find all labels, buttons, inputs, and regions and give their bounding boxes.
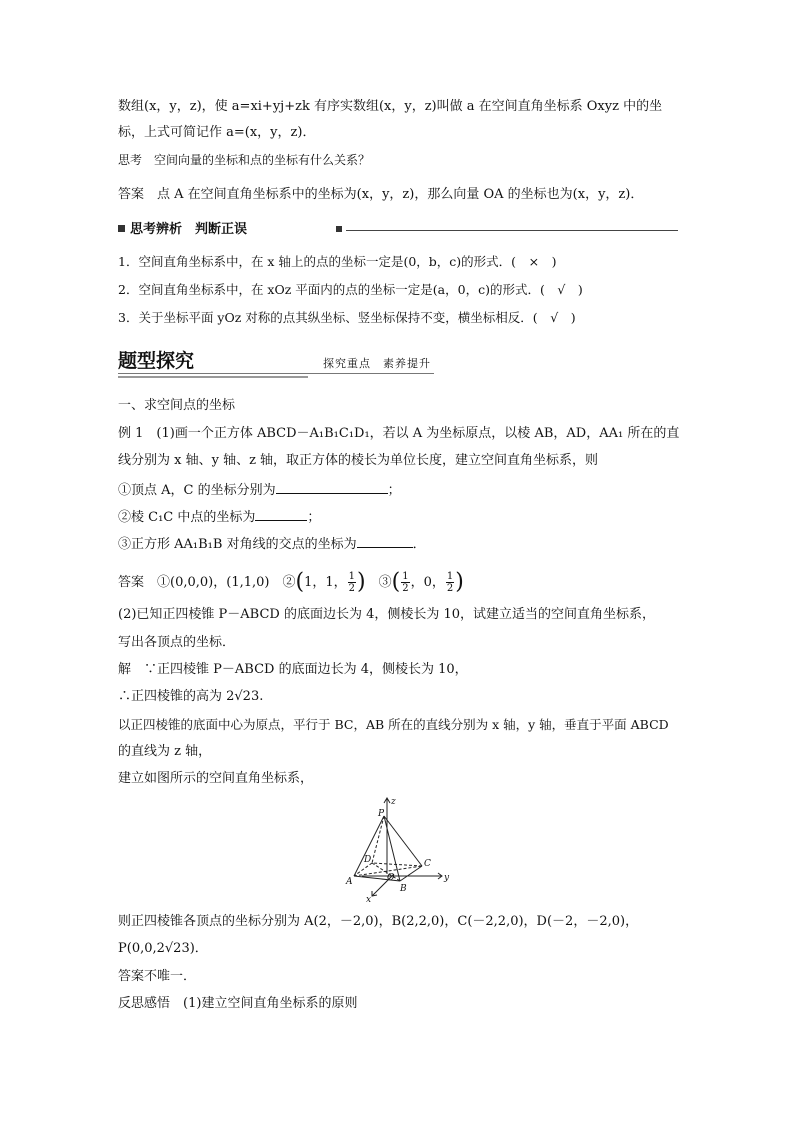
- section-bar: [118, 220, 678, 240]
- question-2: ②棱 C₁C 中点的坐标为 ；: [118, 506, 320, 528]
- example-answer: 答案 ①(0,0,0)，(1,1,0) ②(1，1， $\frac{1}{2}$ ) ③( $\frac{1}{2}$ ，0， $\frac{1}{2}$ ): [118, 569, 464, 595]
- section-heading: [118, 343, 434, 379]
- answer-blank: [276, 479, 388, 494]
- result-line-1: 则正四棱锥各顶点的坐标分别为 A(2，－2,0)，B(2,2,0)，C(－2,2,0)，D(－2，－2,0)，: [118, 914, 639, 929]
- think-label: 思考: [118, 153, 143, 167]
- pyramid-figure: [342, 796, 452, 904]
- example-line-2: 线分别为 x 轴、y 轴、z 轴，取正方体的棱长为单位长度，建立空间直角坐标系，则: [118, 453, 599, 468]
- example-line-1: 例 1 (1)画一个正方体 ABCD－A₁B₁C₁D₁，若以 A 为坐标原点，以棱 AB，AD，AA₁ 所在的直: [118, 426, 680, 441]
- think-text: 空间向量的坐标和点的坐标有什么关系？: [154, 153, 371, 167]
- section-rule-marker: [336, 226, 342, 232]
- intro-answer-label: 答案: [118, 187, 145, 202]
- section-rule: [346, 230, 678, 231]
- judge-mark: √: [557, 282, 566, 297]
- label-d: D: [364, 855, 372, 865]
- label-y: y: [444, 873, 450, 883]
- answer-blank: [255, 506, 307, 521]
- section-title: 思考辨析 判断正误: [130, 222, 248, 237]
- heading-subtitle: 探究重点 素养提升: [323, 357, 431, 370]
- label-a: A: [346, 877, 353, 887]
- heading-rule: [118, 373, 434, 374]
- judge-item: 1．空间直角坐标系中，在 x 轴上的点的坐标一定是(0，b，c)的形式．( × ): [118, 254, 557, 269]
- judge-mark: ×: [528, 254, 540, 269]
- base-bc: [400, 866, 422, 881]
- answer-blank: [357, 533, 413, 548]
- section-bullet: [118, 225, 125, 232]
- result-line-3: 答案不唯一．: [118, 969, 197, 984]
- question-1: ①顶点 A，C 的坐标分别为 ；: [118, 479, 401, 501]
- judge-mark: √: [550, 310, 559, 325]
- intro-answer-text: 点 A 在空间直角坐标系中的坐标为(x，y，z)，那么向量 OA 的坐标也为(x，y，z)．: [157, 187, 644, 202]
- heading-title: 题型探究: [118, 350, 195, 372]
- judge-item: 3．关于坐标平面 yOz 对称的点其纵坐标、竖坐标保持不变，横坐标相反．( √ ): [118, 310, 576, 325]
- label-z: z: [391, 797, 396, 807]
- fraction: $\frac{1}{2}$: [348, 571, 355, 594]
- label-b: B: [400, 884, 407, 894]
- think-line: [118, 150, 370, 170]
- fraction: $\frac{1}{2}$: [402, 571, 409, 594]
- reflection-line: 反思感悟 (1)建立空间直角坐标系的原则: [118, 996, 358, 1011]
- label-o: O: [387, 873, 395, 883]
- label-x: x: [366, 895, 372, 904]
- label-p: P: [378, 809, 385, 819]
- intro-line-1: 数组(x，y，z)，使 a=xi+yj+zk 有序实数组(x，y，z)叫做 a 在空间直角坐标系 Oxyz 中的坐: [118, 99, 663, 114]
- part-title: 一、求空间点的坐标: [118, 398, 236, 413]
- label-c: C: [424, 859, 431, 869]
- heading-underline: [118, 376, 308, 378]
- question-3: ③正方形 AA₁B₁B 对角线的交点的坐标为 ．: [118, 533, 426, 555]
- solution-line-3: 以正四棱锥的底面中心为原点，平行于 BC，AB 所在的直线分别为 x 轴，y 轴，垂直于平面 ABCD: [118, 717, 669, 732]
- judge-item: 2．空间直角坐标系中，在 xOz 平面内的点的坐标一定是(a，0，c)的形式．( √ ): [118, 282, 583, 297]
- edge-pd: [372, 816, 384, 863]
- solution-line-5: 建立如图所示的空间直角坐标系，: [118, 771, 314, 786]
- intro-line-2: 标，上式可简记作 a=(x，y，z)．: [118, 125, 316, 140]
- problem-2-line-2: 写出各顶点的坐标．: [118, 635, 236, 650]
- solution-line-1: 解 ∵正四棱锥 P－ABCD 的底面边长为 4，侧棱长为 10，: [118, 662, 468, 677]
- problem-2-line-1: (2)已知正四棱锥 P－ABCD 的底面边长为 4，侧棱长为 10，试建立适当的空间直角坐标系，: [118, 607, 656, 622]
- solution-line-4: 的直线为 z 轴，: [118, 744, 212, 759]
- solution-line-2: ∴正四棱锥的高为 2√23.: [118, 689, 264, 704]
- fraction: $\frac{1}{2}$: [446, 571, 454, 594]
- intro-answer-line: [118, 185, 643, 205]
- edge-pa: [354, 816, 384, 876]
- base-cd: [372, 863, 422, 866]
- result-line-2: P(0,0,2√23)．: [118, 941, 208, 956]
